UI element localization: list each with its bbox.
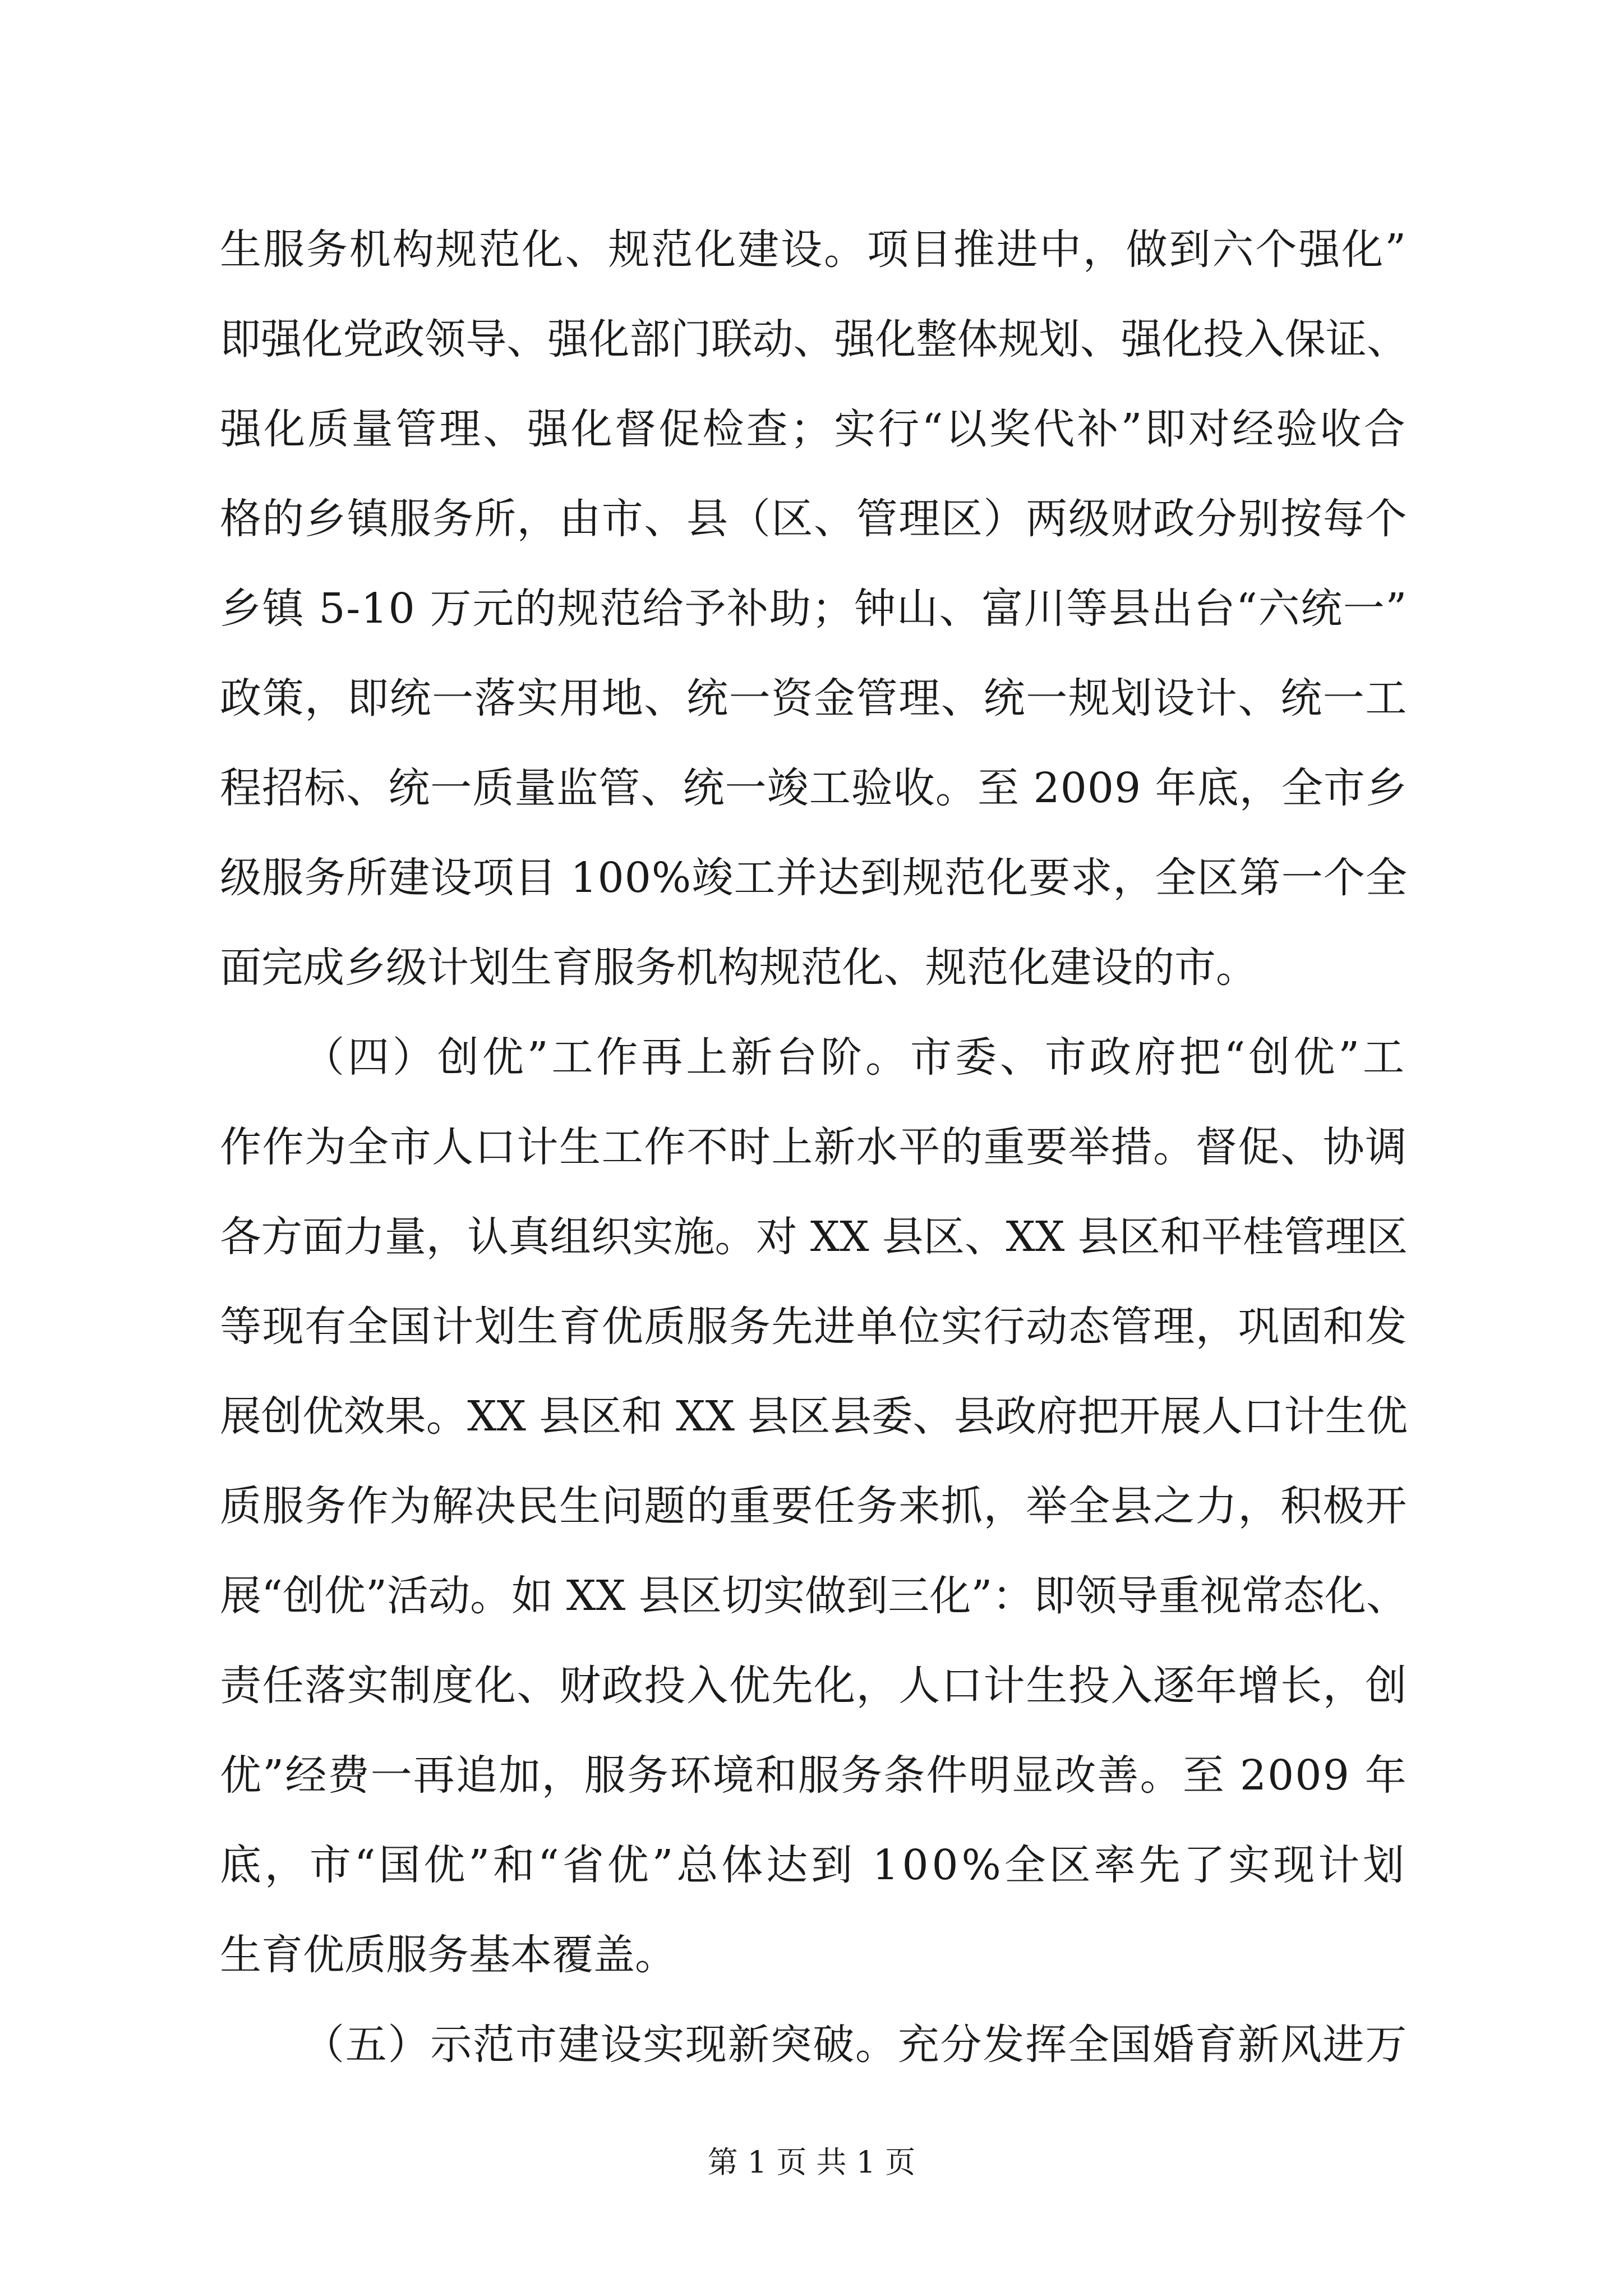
line-text: 政策，即统一落实用地、统一资金管理、统一规划设计、统一工 [220, 674, 1408, 723]
paragraph-heading-line [0, 2019, 1623, 2070]
text-line [0, 1930, 1623, 1980]
text-line [0, 1481, 1623, 1531]
line-text: 责任落实制度化、财政投入优先化，人口计生投入逐年增长，创 [220, 1662, 1408, 1710]
text-line [0, 1122, 1623, 1172]
line-text: 格的乡镇服务所，由市、县（区、管理区）两级财政分别按每个 [220, 495, 1408, 543]
paragraph-heading-line [0, 1032, 1623, 1083]
line-text: 底，市“国优”和“省优”总体达到 100%全区率先了实现计划 [220, 1841, 1408, 1889]
text-line [0, 583, 1623, 634]
line-text: 乡镇 5-10 万元的规范给予补助；钟山、富川等县出台“六统一” [220, 585, 1408, 633]
text-line [0, 1571, 1623, 1621]
line-text: 优”经费一再追加，服务环境和服务条件明显改善。至 2009 年 [220, 1751, 1408, 1800]
text-line [0, 404, 1623, 454]
line-text: 即强化党政领导、强化部门联动、强化整体规划、强化投入保证、 [220, 315, 1408, 364]
line-text: 展创优效果。XX 县区和 XX 县区县委、县政府把开展人口计生优 [220, 1392, 1408, 1441]
text-line [0, 314, 1623, 365]
line-text: （四）创优”工作再上新台阶。市委、市政府把“创优”工 [303, 1033, 1408, 1082]
text-line [0, 494, 1623, 544]
line-text: 生服务机构规范化、规范化建设。项目推进中，做到六个强化” [220, 226, 1408, 274]
text-line [0, 1660, 1623, 1711]
line-text: 等现有全国计划生育优质服务先进单位实行动态管理，巩固和发 [220, 1303, 1408, 1351]
text-line [0, 853, 1623, 903]
text-line [0, 1391, 1623, 1442]
line-text: 各方面力量，认真组织实施。对 XX 县区、XX 县区和平桂管理区 [220, 1213, 1408, 1261]
line-text: 级服务所建设项目 100%竣工并达到规范化要求，全区第一个全 [220, 854, 1408, 902]
text-line [0, 1840, 1623, 1890]
text-line [0, 1301, 1623, 1352]
text-line [0, 1212, 1623, 1262]
line-text: （五）示范市建设实现新突破。充分发挥全国婚育新风进万 [303, 2021, 1408, 2069]
text-line [0, 673, 1623, 724]
line-text: 面完成乡级计划生育服务机构规范化、规范化建设的市。 [220, 944, 1257, 992]
line-text: 程招标、统一质量监管、统一竣工验收。至 2009 年底，全市乡 [220, 764, 1408, 812]
text-line [0, 763, 1623, 813]
line-text: 生育优质服务基本覆盖。 [220, 1931, 676, 1979]
line-text: 强化质量管理、强化督促检查；实行“以奖代补”即对经验收合 [220, 405, 1408, 453]
text-line [0, 1750, 1623, 1801]
page-footer: 第 1 页 共 1 页 [707, 2145, 916, 2180]
text-line [0, 224, 1623, 275]
line-text: 质服务作为解决民生问题的重要任务来抓，举全县之力，积极开 [220, 1482, 1408, 1530]
line-text: 展“创优”活动。如 XX 县区切实做到三化”：即领导重视常态化、 [220, 1572, 1408, 1620]
text-line [0, 942, 1623, 993]
line-text: 作作为全市人口计生工作不时上新水平的重要举措。督促、协调 [220, 1123, 1408, 1171]
